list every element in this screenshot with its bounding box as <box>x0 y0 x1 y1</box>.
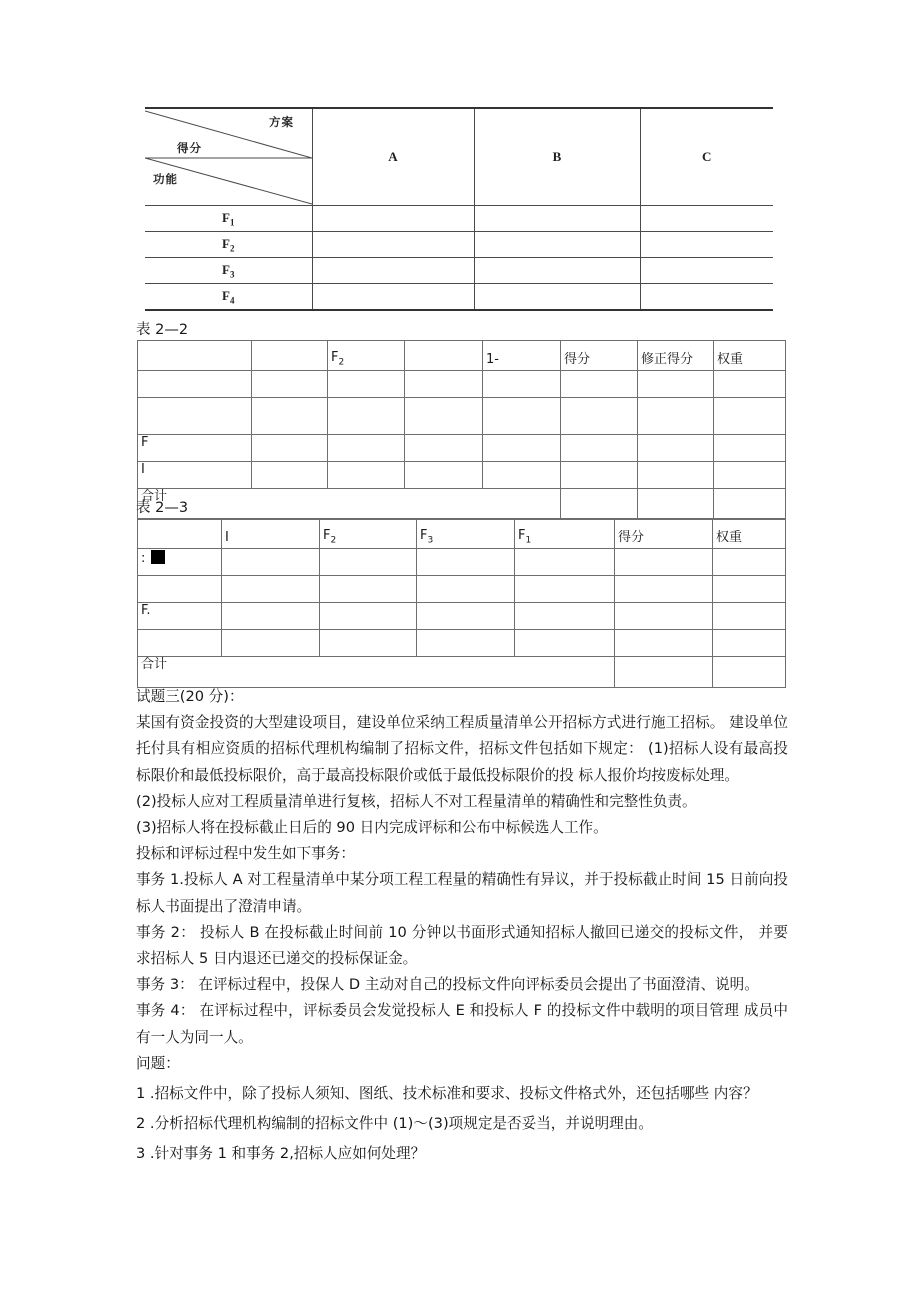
table-cell <box>714 398 786 435</box>
table-row <box>138 371 786 398</box>
table-cell <box>515 576 615 603</box>
table-2-2-header-0 <box>138 341 252 371</box>
table-cell <box>615 549 713 576</box>
table-cell <box>714 489 786 520</box>
question-paragraph-2: (2)投标人应对工程质量清单进行复核，招标人不对工程量清单的精确性和完整性负责。 <box>136 792 697 810</box>
question-body <box>136 684 788 1168</box>
table-row <box>138 435 786 462</box>
table-cell <box>252 462 328 489</box>
table-cell <box>638 462 714 489</box>
table-2-2-header-2: $F_2$ <box>328 341 405 371</box>
table-cell <box>483 435 561 462</box>
table-2-2 <box>137 340 786 520</box>
table-cell <box>328 462 405 489</box>
table-2-2-header-3 <box>405 341 483 371</box>
table-cell <box>561 462 638 489</box>
diagonal-label-score: 得分 <box>177 141 202 155</box>
table-2-2-header-weight: 权重 <box>714 341 786 371</box>
table-functional-score <box>145 107 773 311</box>
diagonal-label-function: 功能 <box>153 172 178 186</box>
table-cell <box>638 371 714 398</box>
table-cell <box>640 232 773 258</box>
table-1-column-c: C <box>640 108 773 206</box>
table-row-header <box>138 519 786 549</box>
table-cell <box>515 630 615 657</box>
table-2-3-header-f2: $F_2$ <box>320 519 417 549</box>
table-cell <box>474 206 640 232</box>
table-cell <box>312 258 474 284</box>
table-cell <box>417 603 515 630</box>
table-2-2-header-4: 1- <box>483 341 561 371</box>
table-2-3-row-label-f: F. <box>138 603 222 630</box>
table-cell <box>252 435 328 462</box>
table-cell <box>615 657 713 688</box>
questions-heading: 问题： <box>136 1054 180 1072</box>
question-matter-3: 事务 3： 在评标过程中，投保人 D 主动对自己的投标文件向评标委员会提出了书面澄清、说明。 <box>136 976 759 994</box>
table-2-3 <box>137 518 786 688</box>
table-cell <box>638 398 714 435</box>
question-matter-1: 事务 1.投标人 A 对工程量清单中某分项工程工程量的精确性有异议，并于投标截止时间 15 日前向投标人书面提出了澄清申请。 <box>136 871 788 915</box>
table-cell <box>483 371 561 398</box>
table-1-column-b: B <box>474 108 640 206</box>
table-2-2-header-score: 得分 <box>561 341 638 371</box>
table-2-2-wrapper <box>137 340 785 520</box>
table-cell <box>252 371 328 398</box>
question-paragraph-1: 某国有资金投资的大型建设项目，建设单位采纳工程质量清单公开招标方式进行施工招标。 建设单位托付具有相应资质的招标代理机构编制了招标文件，招标文件包括如下规定： (1)招标人设有最高投标限价和最低投标限价，高于最高投标限价或低于最低投标限价的投 标人报价均按废标处理。 <box>136 714 788 784</box>
table-cell <box>328 398 405 435</box>
table-row <box>138 462 786 489</box>
table-cell <box>222 630 320 657</box>
table-row-header <box>138 341 786 371</box>
table-row <box>145 232 773 258</box>
table-1-row-label-f2: $F_2$ <box>145 232 312 258</box>
table-cell <box>138 630 222 657</box>
table-2-2-header-adjusted-score: 修正得分 <box>638 341 714 371</box>
table-cell <box>320 603 417 630</box>
table-1-column-a: A <box>312 108 474 206</box>
table-2-3-header-i: I <box>222 519 320 549</box>
table-cell <box>638 435 714 462</box>
table-2-3-header-0 <box>138 519 222 549</box>
table-2-3-total-label: 合计 <box>138 657 615 688</box>
question-item-3: 3 .针对事务 1 和事务 2,招标人应如何处理？ <box>136 1145 426 1163</box>
table-cell <box>638 489 714 520</box>
table-cell <box>483 398 561 435</box>
table-cell <box>483 462 561 489</box>
question-paragraph-4: 投标和评标过程中发生如下事务： <box>136 845 355 863</box>
table-cell <box>312 284 474 311</box>
redaction-block-icon <box>151 550 165 564</box>
table-cell <box>714 371 786 398</box>
question-item-1: 1 .招标文件中，除了投标人须知、图纸、技术标准和要求、投标文件格式外，还包括哪些 内容？ <box>136 1085 758 1103</box>
table-cell <box>417 576 515 603</box>
question-matter-2: 事务 2： 投标人 B 在投标截止时间前 10 分钟以书面形式通知招标人撤回已递交的投标文件， 并要求招标人 5 日内退还已递交的投标保证金。 <box>136 923 788 968</box>
question-matter-4: 事务 4： 在评标过程中，评标委员会发觉投标人 E 和投标人 F 的投标文件中载明的项目管理 成员中有一人为同一人。 <box>136 1002 788 1046</box>
table-cell <box>405 398 483 435</box>
table-1-row-label-f4: $F_4$ <box>145 284 312 311</box>
table-cell <box>615 576 713 603</box>
table-cell <box>138 576 222 603</box>
table-cell <box>138 371 252 398</box>
diagonal-label-scheme: 方案 <box>269 115 294 129</box>
table-cell <box>714 462 786 489</box>
table-cell <box>561 371 638 398</box>
table-cell <box>615 630 713 657</box>
question-paragraph-3: (3)招标人将在投标截止日后的 90 日内完成评标和公布中标候选人工作。 <box>136 819 608 837</box>
table-cell <box>474 232 640 258</box>
table-2-2-header-1 <box>252 341 328 371</box>
table-row-total <box>138 489 786 520</box>
table-cell <box>515 603 615 630</box>
table-cell <box>561 398 638 435</box>
table-row <box>145 258 773 284</box>
table-cell <box>405 371 483 398</box>
table-2-3-wrapper <box>137 518 785 688</box>
table-cell <box>328 435 405 462</box>
table-cell <box>312 232 474 258</box>
table-cell <box>640 258 773 284</box>
table-cell <box>515 549 615 576</box>
table-row-total <box>138 657 786 688</box>
table-cell <box>713 576 786 603</box>
table-2-3-header-score: 得分 <box>615 519 713 549</box>
table-row <box>138 398 786 435</box>
diagonal-header-cell <box>145 108 312 206</box>
caption-table-2-2: 表 2—2 <box>136 322 189 338</box>
table-row <box>145 108 773 206</box>
table-row <box>138 549 786 576</box>
question-title: 试题三(20 分)： <box>136 688 244 705</box>
table-1-row-label-f3: $F_3$ <box>145 258 312 284</box>
table-cell <box>713 603 786 630</box>
table-cell <box>713 657 786 688</box>
table-cell <box>474 258 640 284</box>
table-cell <box>561 435 638 462</box>
table-2-3-row-label-redacted: : <box>138 549 222 576</box>
table-cell <box>714 435 786 462</box>
table-cell <box>561 489 638 520</box>
table-2-2-total-label: 合计 <box>138 489 561 520</box>
question-item-2: 2 .分析招标代理机构编制的招标文件中 (1)～(3)项规定是否妥当，并说明理由。 <box>136 1115 653 1133</box>
table-2-2-row-label-f: F <box>138 435 252 462</box>
table-cell <box>640 284 773 311</box>
table-1 <box>145 107 773 311</box>
table-2-3-header-f3: $F_3$ <box>417 519 515 549</box>
table-cell <box>615 603 713 630</box>
table-row <box>138 576 786 603</box>
caption-table-2-3: 表 2—3 <box>136 500 189 516</box>
table-1-row-label-f1: $F_1$ <box>145 206 312 232</box>
table-cell <box>138 398 252 435</box>
table-cell <box>713 630 786 657</box>
table-cell <box>417 549 515 576</box>
table-cell <box>320 576 417 603</box>
table-2-3-header-weight: 权重 <box>713 519 786 549</box>
table-2-2-row-label-i: I <box>138 462 252 489</box>
table-cell <box>320 630 417 657</box>
table-2-3-header-f1: $F_1$ <box>515 519 615 549</box>
table-cell <box>320 549 417 576</box>
table-cell <box>328 371 405 398</box>
table-cell <box>252 398 328 435</box>
table-row <box>138 603 786 630</box>
table-cell <box>222 576 320 603</box>
table-cell <box>474 284 640 311</box>
table-cell <box>312 206 474 232</box>
table-cell <box>405 435 483 462</box>
table-cell <box>713 549 786 576</box>
table-row <box>145 206 773 232</box>
table-row <box>138 630 786 657</box>
table-cell <box>640 206 773 232</box>
table-cell <box>222 549 320 576</box>
table-cell <box>417 630 515 657</box>
table-row <box>145 284 773 311</box>
table-cell <box>405 462 483 489</box>
table-cell <box>222 603 320 630</box>
